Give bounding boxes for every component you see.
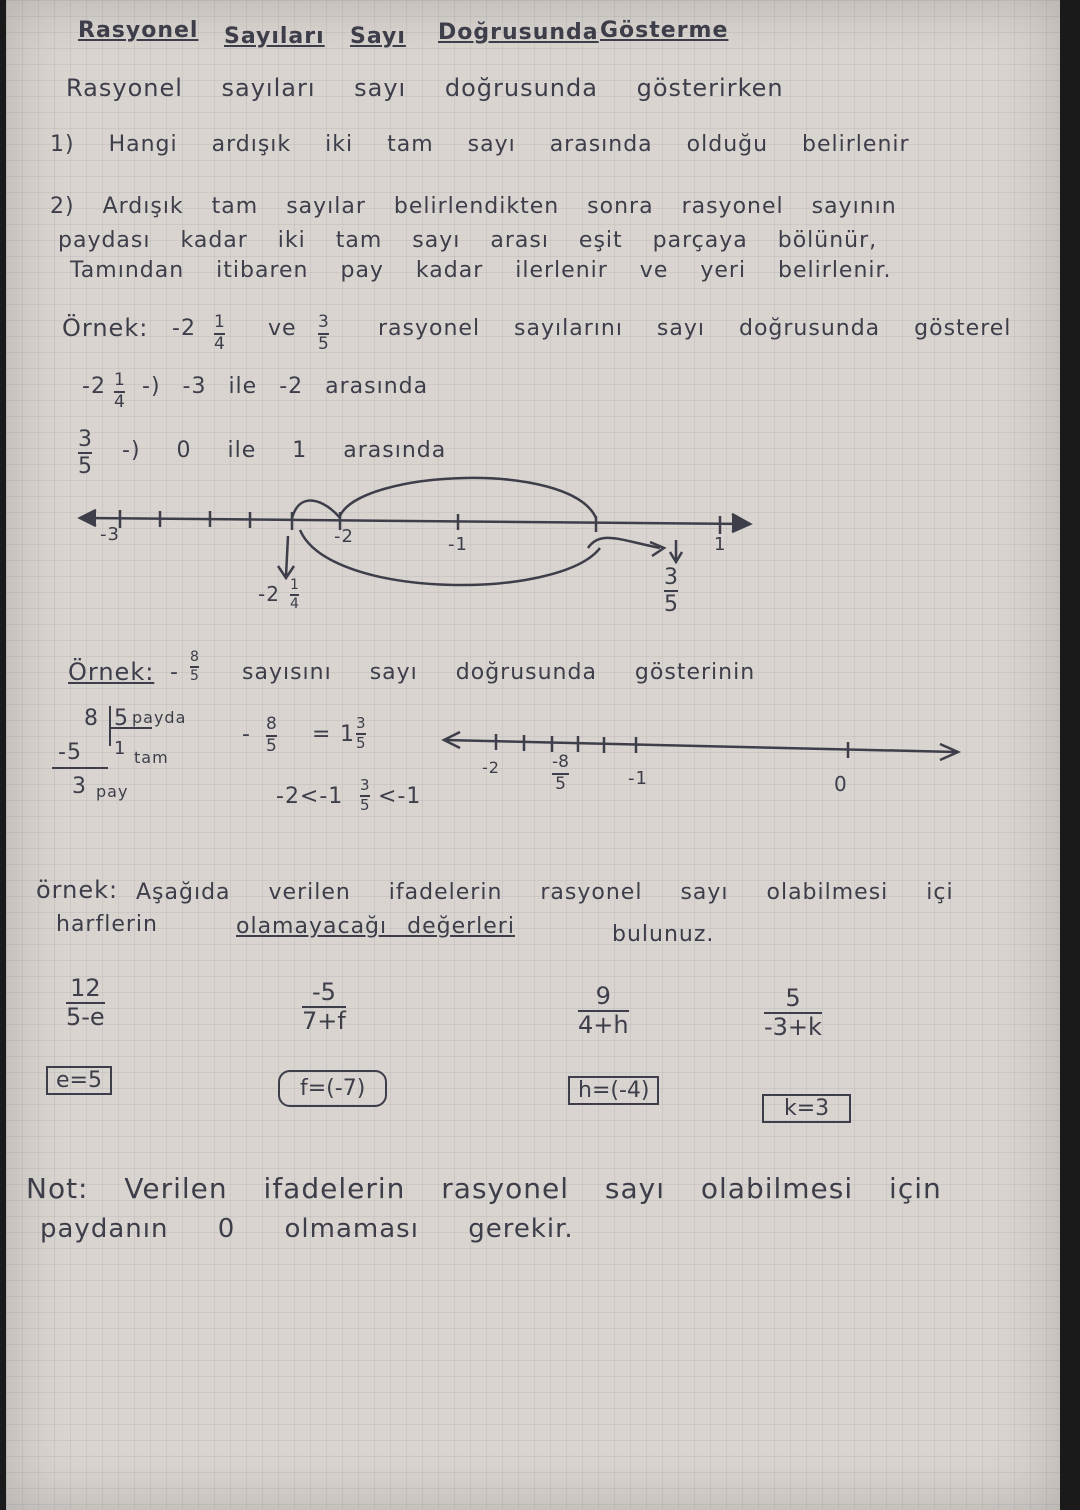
eq-right-fraction — [356, 716, 366, 752]
example-3-line-2a: harflerin — [56, 912, 158, 937]
numerator: 12 — [70, 974, 101, 1002]
example-1-line-a-fraction — [114, 372, 125, 412]
expr-4 — [764, 986, 822, 1040]
ineq-fraction — [360, 778, 370, 814]
expr-3 — [578, 984, 629, 1038]
numerator: 3 — [664, 565, 678, 590]
eq-equals: = — [312, 722, 332, 747]
example-1-line-a-prefix: -2 — [82, 374, 106, 399]
denominator: 5 — [356, 733, 366, 752]
nl1-label-minus-2: -2 — [334, 526, 354, 547]
example-1-mixed-fraction — [214, 314, 225, 354]
nl2-label-minus-2: -2 — [482, 758, 500, 777]
example-1-line-b-fraction — [78, 428, 92, 478]
division-dividend: 8 — [84, 706, 99, 731]
division-quotient: 1 — [114, 738, 127, 759]
example-2-sign: - — [170, 660, 179, 685]
example-1-line-a-text: -) -3 ile -2 arasında — [142, 374, 429, 399]
title-word-5: Gösterme — [600, 18, 729, 43]
numerator: 5 — [785, 984, 801, 1012]
expr-2 — [302, 980, 346, 1034]
numerator: -5 — [311, 978, 336, 1006]
example-3-line-1: Aşağıda verilen ifadelerin rasyonel sayı olabilmesi içi — [136, 880, 954, 905]
example-3-label: örnek: — [36, 876, 119, 904]
nl1-point-b-fraction — [664, 566, 678, 616]
answer-1-box: e=5 — [46, 1066, 112, 1095]
division-divisor-label: payda — [132, 708, 187, 727]
nl2-label-minus-1: -1 — [628, 768, 648, 789]
nl2-label-0: 0 — [834, 772, 848, 796]
example-1-text: rasyonel sayılarını sayı doğrusunda gösterel — [378, 316, 1012, 341]
step-2-line-1: 2) Ardışık tam sayılar belirlendikten sonra rasyonel sayının — [50, 194, 897, 219]
denominator: 4+h — [578, 1011, 629, 1040]
denominator: 5 — [555, 773, 566, 794]
nl1-label-minus-1: -1 — [448, 534, 468, 555]
denominator: 5 — [78, 454, 92, 480]
example-1-line-b-text: -) 0 ile 1 arasında — [122, 438, 447, 463]
note-line-1: Not: Verilen ifadelerin rasyonel sayı olabilmesi için — [26, 1172, 942, 1205]
example-2-fraction — [190, 650, 199, 683]
numerator: 8 — [266, 714, 277, 734]
numerator: 1 — [114, 370, 125, 390]
division-divisor: 5 — [114, 706, 129, 731]
division-remainder-label: pay — [96, 782, 129, 801]
numerator: 3 — [78, 427, 92, 452]
nl2-point-fraction — [552, 754, 569, 794]
example-2-label: Örnek: — [68, 658, 155, 686]
eq-left-fraction — [266, 716, 277, 756]
division-quotient-label: tam — [134, 748, 169, 767]
example-2-text: sayısını sayı doğrusunda gösterinin — [242, 660, 756, 685]
example-3-line-2c: bulunuz. — [612, 922, 715, 947]
eq-right-whole: 1 — [340, 722, 355, 747]
title-word-4: Doğrusunda — [438, 20, 599, 45]
denominator: 4 — [290, 595, 299, 612]
nl1-label-1: 1 — [714, 534, 727, 555]
numerator: 3 — [360, 776, 370, 794]
ineq-left: -2<-1 — [276, 784, 344, 809]
example-1-fraction — [318, 314, 329, 354]
expr-1 — [66, 976, 105, 1030]
title-word-3: Sayı — [350, 24, 406, 49]
ineq-right: <-1 — [378, 784, 422, 809]
note-line-2: paydanın 0 olmaması gerekir. — [40, 1214, 574, 1244]
example-1-label: Örnek: — [62, 314, 149, 342]
answer-2-box: f=(-7) — [278, 1070, 387, 1107]
answer-4-box: k=3 — [762, 1094, 851, 1123]
numerator: 8 — [190, 649, 199, 665]
nl1-point-a-whole: -2 — [258, 582, 280, 606]
nl1-point-a-fraction — [290, 578, 299, 611]
step-1: 1) Hangi ardışık iki tam sayı arasında olduğu belirlenir — [50, 132, 910, 157]
numerator: -8 — [552, 752, 569, 772]
denominator: 5 — [318, 333, 329, 354]
example-1-and: ve — [268, 316, 297, 341]
numerator: 9 — [595, 982, 611, 1010]
division-remainder: 3 — [72, 774, 87, 799]
denominator: 4 — [214, 333, 225, 354]
denominator: 5 — [664, 592, 678, 618]
denominator: 5 — [360, 795, 370, 814]
numerator: 1 — [290, 577, 299, 593]
numerator: 3 — [318, 312, 329, 332]
intro-text: Rasyonel sayıları sayı doğrusunda gösterirken — [66, 74, 784, 102]
denominator: 5 — [266, 735, 277, 756]
denominator: -3+k — [764, 1013, 822, 1042]
numerator: 1 — [214, 312, 225, 332]
example-3-line-2b: olamayacağı değerleri — [236, 914, 515, 939]
answer-3-box: h=(-4) — [568, 1076, 659, 1105]
nl1-label-minus-3: -3 — [100, 524, 120, 545]
example-1-mixed-whole: -2 — [172, 316, 196, 341]
step-2-line-3: Tamından itibaren pay kadar ilerlenir ve yeri belirlenir. — [70, 258, 892, 283]
numerator: 3 — [356, 714, 366, 732]
denominator: 4 — [114, 391, 125, 412]
division-subtract: -5 — [58, 740, 82, 765]
denominator: 7+f — [302, 1007, 346, 1036]
denominator: 5-e — [66, 1003, 105, 1032]
title-word-1: Rasyonel — [78, 18, 199, 43]
eq-minus: - — [242, 722, 251, 747]
title-word-2: Sayıları — [224, 24, 325, 49]
step-2-line-2: paydası kadar iki tam sayı arası eşit parçaya bölünür, — [58, 228, 878, 253]
denominator: 5 — [190, 667, 199, 684]
